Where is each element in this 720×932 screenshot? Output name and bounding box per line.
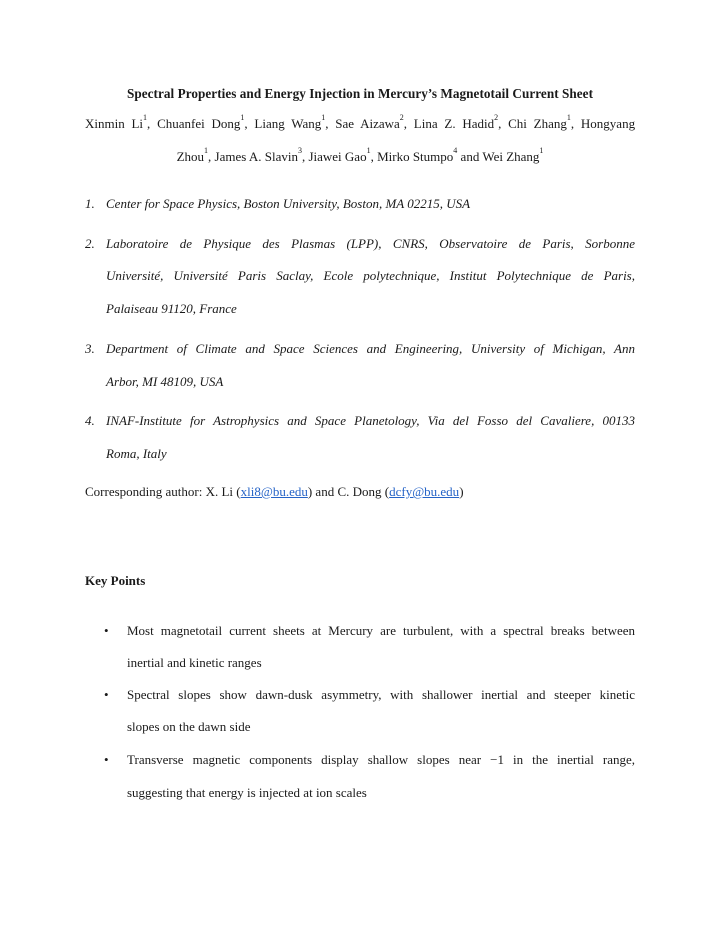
affiliation-text: Department of Climate and Space Sciences and Engineering, University of Michigan, Ann: [106, 341, 635, 356]
author-list-line-1: [85, 113, 636, 132]
bullet-icon: •: [104, 623, 109, 638]
affiliation-text: Université, Université Paris Saclay, Ecole polytechnique, Institut Polytechnique de Paris,: [106, 268, 635, 283]
author-separator: ,: [498, 116, 509, 131]
email-link-li[interactable]: xli8@bu.edu: [240, 484, 308, 499]
author-separator: ,: [370, 149, 378, 164]
author-name: Hongyang: [580, 116, 636, 131]
author-name: Xinmin Li: [85, 116, 144, 131]
corresponding-middle: ) and C. Dong (: [307, 484, 390, 499]
paper-title: Spectral Properties and Energy Injection in Mercury’s Magnetotail Current Sheet: [126, 86, 594, 101]
affiliation-superscript: 4: [453, 146, 458, 155]
affiliation-text: Center for Space Physics, Boston University, Boston, MA 02215, USA: [106, 196, 471, 211]
key-point-text: suggesting that energy is injected at ion scales: [127, 785, 367, 800]
author-name: Jiawei Gao: [308, 149, 367, 164]
affiliation-superscript: 2: [494, 113, 499, 122]
author-name: Zhou: [176, 149, 205, 164]
affiliation-superscript: 3: [297, 146, 302, 155]
affiliation-superscript: 1: [366, 146, 371, 155]
author-separator: ,: [147, 116, 158, 131]
bullet-icon: •: [104, 687, 109, 702]
key-point-text: inertial and kinetic ranges: [127, 655, 262, 670]
key-points-heading: Key Points: [85, 573, 146, 588]
key-point-text: slopes on the dawn side: [127, 719, 251, 734]
affiliation-superscript: 1: [240, 113, 245, 122]
affiliation-text: Palaiseau 91120, France: [106, 301, 237, 316]
affiliation-number: 3.: [85, 341, 95, 356]
affiliation-superscript: 2: [399, 113, 404, 122]
affiliation-number: 2.: [85, 236, 95, 251]
corresponding-suffix: ): [459, 484, 464, 499]
author-name: Wei Zhang: [482, 149, 540, 164]
author-name: Chuanfei Dong: [157, 116, 241, 131]
affiliation-text: Laboratoire de Physique des Plasmas (LPP), CNRS, Observatoire de Paris, Sorbonne: [106, 236, 635, 251]
author-separator: ,: [403, 116, 414, 131]
author-name: Liang Wang: [254, 116, 322, 131]
author-name: Lina Z. Hadid: [413, 116, 495, 131]
corresponding-prefix: Corresponding author: X. Li (: [85, 484, 241, 499]
author-separator: ,: [325, 116, 336, 131]
affiliation-superscript: 1: [143, 113, 148, 122]
bullet-icon: •: [104, 752, 109, 767]
affiliation-superscript: 1: [566, 113, 571, 122]
author-name: Mirko Stumpo: [377, 149, 454, 164]
author-separator: ,: [244, 116, 255, 131]
affiliation-superscript: 1: [539, 146, 544, 155]
author-name: Sae Aizawa: [335, 116, 400, 131]
corresponding-author: [85, 484, 464, 500]
author-separator: ,: [208, 149, 215, 164]
affiliation-text: INAF-Institute for Astrophysics and Space Planetology, Via del Fosso del Cavaliere, 00133: [106, 413, 635, 428]
affiliation-number: 4.: [85, 413, 95, 428]
affiliation-text: Arbor, MI 48109, USA: [106, 374, 224, 389]
author-separator: ,: [301, 149, 309, 164]
key-point-text: Most magnetotail current sheets at Mercury are turbulent, with a spectral breaks between: [127, 623, 635, 638]
author-name: James A. Slavin: [214, 149, 298, 164]
author-separator: and: [457, 149, 483, 164]
author-name: Chi Zhang: [508, 116, 567, 131]
key-point-text: Transverse magnetic components display shallow slopes near −1 in the inertial range,: [127, 752, 635, 767]
author-separator: ,: [570, 116, 581, 131]
affiliation-superscript: 1: [321, 113, 326, 122]
key-point-text: Spectral slopes show dawn-dusk asymmetry, with shallower inertial and steeper kinetic: [127, 687, 635, 702]
affiliation-superscript: 1: [204, 146, 209, 155]
affiliation-text: Roma, Italy: [106, 446, 167, 461]
author-list-line-2: [85, 146, 635, 165]
affiliation-number: 1.: [85, 196, 95, 211]
email-link-dong[interactable]: dcfy@bu.edu: [389, 484, 460, 499]
